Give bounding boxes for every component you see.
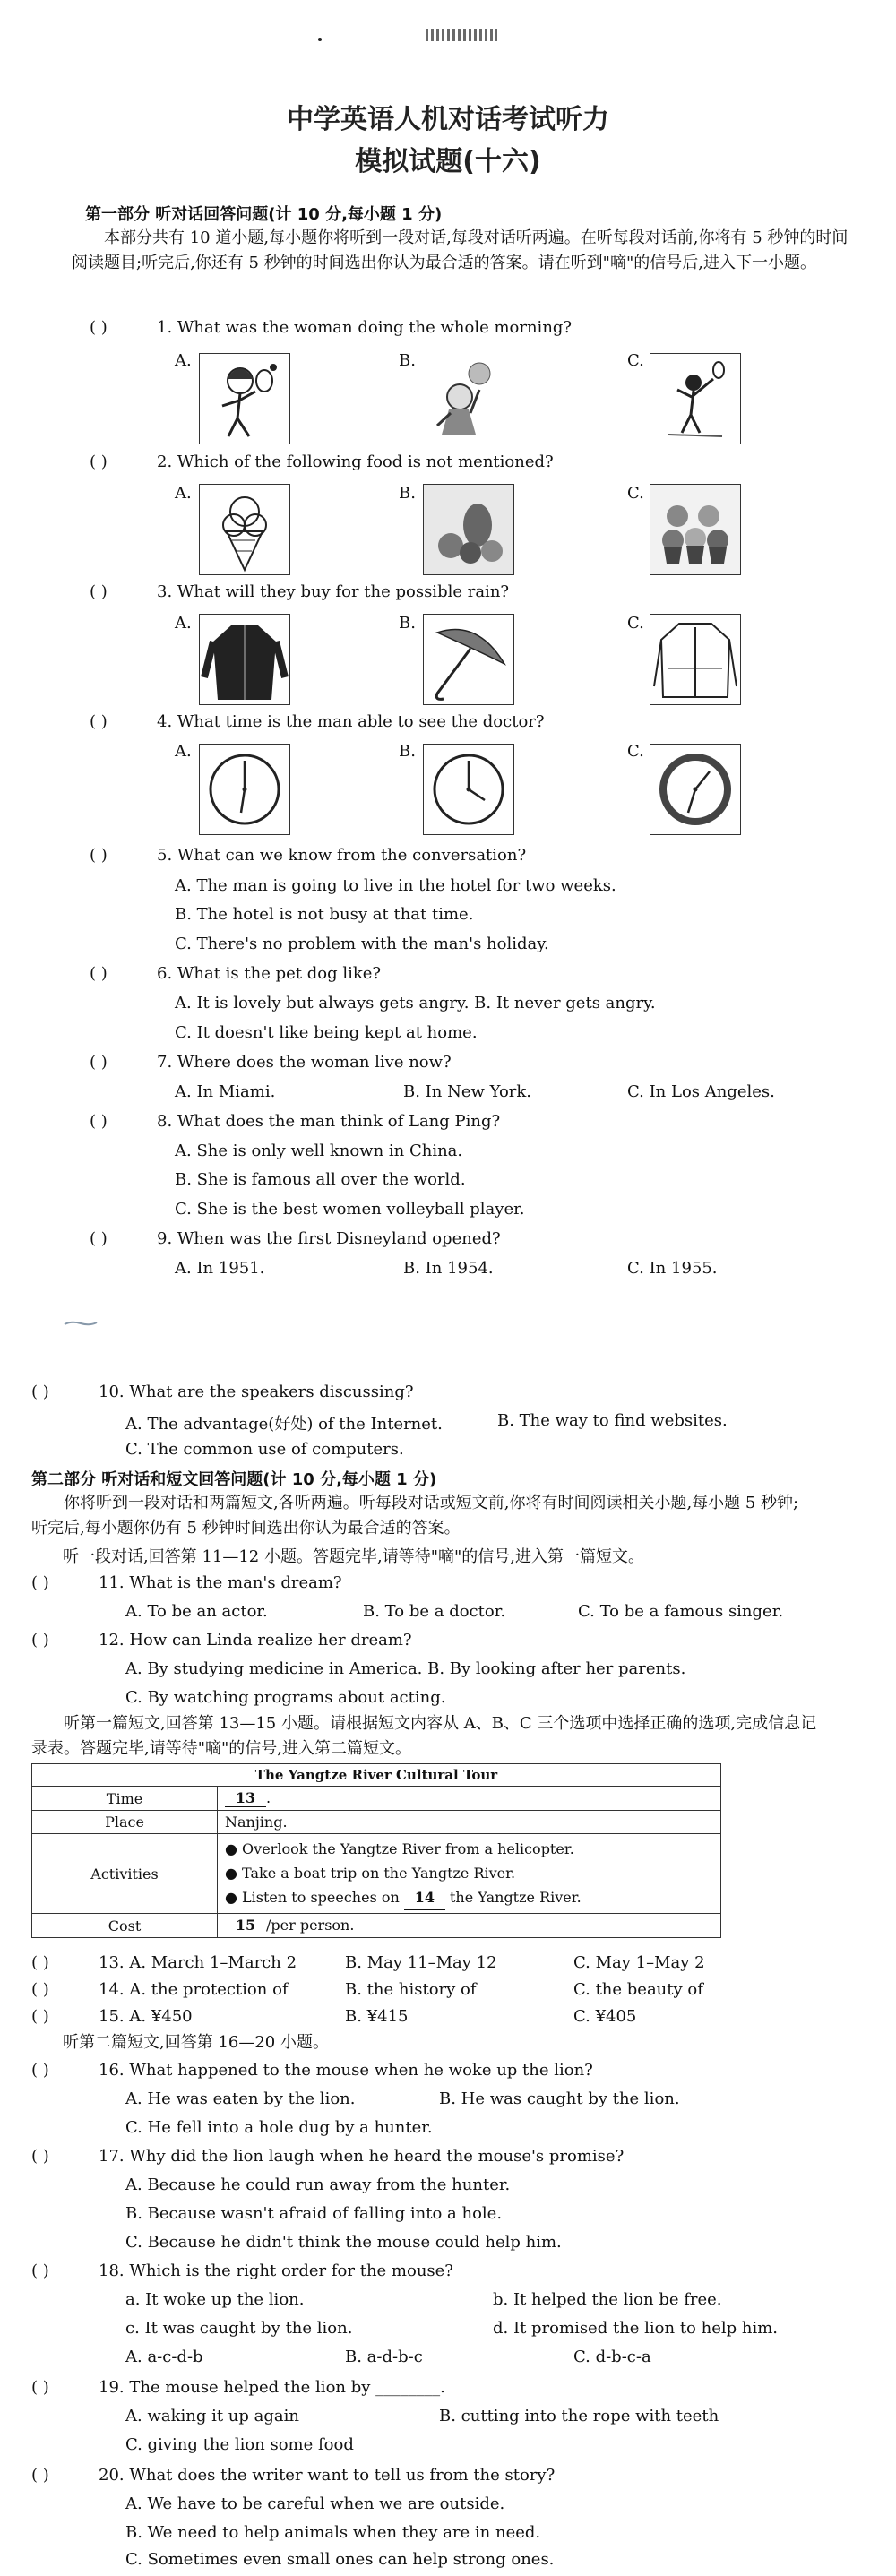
question-6: 6. What is the pet dog like? <box>157 964 382 983</box>
option-11c: C. To be a famous singer. <box>578 1602 784 1621</box>
option-7a: A. In Miami. <box>175 1082 276 1101</box>
answer-paren[interactable]: ( ) <box>31 2466 49 2485</box>
option-18-c: c. It was caught by the lion. <box>125 2319 353 2338</box>
part1-intro: 本部分共有 10 道小题,每小题你将听到一段对话,每段对话听两遍。在听每段对话前,你将有 5 秒钟的时间阅读题目;听完后,你还有 5 秒钟的时间选出你认为最合适的答案。请在听到"嘀"的信号后,进入下一小题。 <box>72 228 849 272</box>
option-18B: B. a-d-b-c <box>345 2348 423 2366</box>
answer-paren[interactable]: ( ) <box>90 846 108 865</box>
option-17c: C. Because he didn't think the mouse could help him. <box>125 2233 562 2252</box>
question-4: 4. What time is the man able to see the doctor? <box>157 712 545 731</box>
option-11a: A. To be an actor. <box>125 1602 268 1621</box>
picture-boy-volleyball[interactable] <box>423 353 514 444</box>
option-label-a: A. <box>175 484 192 503</box>
answer-paren[interactable]: ( ) <box>31 2262 49 2280</box>
part2-intro: 你将听到一段对话和两篇短文,各听两遍。听每段对话或短文前,你将有时间阅读相关小题,每小题 5 秒钟;听完后,每小题你仍有 5 秒钟时间选出你认为最合适的答案。 <box>31 1494 799 1538</box>
answer-paren[interactable]: ( ) <box>31 1980 49 1999</box>
question-1: 1. What was the woman doing the whole morning? <box>157 318 573 337</box>
picture-clock-a[interactable] <box>199 744 290 835</box>
cost-label: Cost <box>32 1914 218 1938</box>
activity-3-post: the Yangtze River. <box>449 1889 582 1906</box>
picture-girl-tennis[interactable] <box>199 353 290 444</box>
question-12: 12. How can Linda realize her dream? <box>99 1631 412 1650</box>
picture-girl-badminton[interactable] <box>650 353 741 444</box>
option-16c: C. He fell into a hole dug by a hunter. <box>125 2118 433 2137</box>
option-20a: A. We have to be careful when we are outside. <box>125 2494 505 2513</box>
option-label-b: B. <box>399 351 416 370</box>
answer-paren[interactable]: ( ) <box>90 1112 108 1131</box>
answer-paren[interactable]: ( ) <box>90 1053 108 1072</box>
option-8a: A. She is only well known in China. <box>175 1142 463 1160</box>
picture-raincoat[interactable] <box>199 614 290 705</box>
option-9a: A. In 1951. <box>175 1259 265 1278</box>
answer-paren[interactable]: ( ) <box>90 318 108 337</box>
dot-mark <box>318 38 322 41</box>
option-14c: C. the beauty of <box>573 1980 703 1999</box>
picture-umbrella[interactable] <box>423 614 514 705</box>
option-label-a: A. <box>175 351 192 370</box>
picture-fruit[interactable] <box>423 484 514 575</box>
question-2: 2. Which of the following food is not mentioned? <box>157 452 554 471</box>
option-6c: C. It doesn't like being kept at home. <box>175 1023 478 1042</box>
option-label-a: A. <box>175 742 192 761</box>
option-label-a: A. <box>175 614 192 633</box>
option-14b: B. the history of <box>345 1980 477 1999</box>
answer-paren[interactable]: ( ) <box>31 1573 49 1592</box>
option-8c: C. She is the best women volleyball player. <box>175 1200 525 1219</box>
option-7c: C. In Los Angeles. <box>627 1082 775 1101</box>
part2-heading: 第二部分 听对话和短文回答问题(计 10 分,每小题 1 分) <box>31 1470 437 1489</box>
smudge-mark <box>63 1320 99 1327</box>
option-16b: B. He was caught by the lion. <box>439 2089 680 2108</box>
option-5a: A. The man is going to live in the hotel for two weeks. <box>175 876 616 895</box>
answer-paren[interactable]: ( ) <box>90 1229 108 1248</box>
picture-clock-b[interactable] <box>423 744 514 835</box>
page-subtitle: 模拟试题(十六) <box>355 146 541 177</box>
activity-2: ● Take a boat trip on the Yangtze River. <box>225 1865 516 1882</box>
option-20b: B. We need to help animals when they are in need. <box>125 2523 541 2542</box>
activity-3-pre: ● Listen to speeches on <box>225 1889 400 1906</box>
option-label-b: B. <box>399 484 416 503</box>
answer-paren[interactable]: ( ) <box>90 452 108 471</box>
option-13c: C. May 1–May 2 <box>573 1953 705 1972</box>
option-15c: C. ¥405 <box>573 2007 637 2026</box>
question-16: 16. What happened to the mouse when he woke up the lion? <box>99 2061 593 2080</box>
option-18-d: d. It promised the lion to help him. <box>493 2319 778 2338</box>
option-19c: C. giving the lion some food <box>125 2435 354 2454</box>
question-19: 19. The mouse helped the lion by ________. <box>99 2378 445 2397</box>
question-13: 13. A. March 1–March 2 <box>99 1953 297 1972</box>
barcode-mark <box>426 29 497 41</box>
picture-cupcakes[interactable] <box>650 484 741 575</box>
option-label-c: C. <box>627 351 644 370</box>
option-15b: B. ¥415 <box>345 2007 409 2026</box>
question-17: 17. Why did the lion laugh when he heard the mouse's promise? <box>99 2147 625 2166</box>
passage1-intro: 听第一篇短文,回答第 13—15 小题。请根据短文内容从 A、B、C 三个选项中选择正确的选项,完成信息记录表。答题完毕,请等待"嘀"的信号,进入第二篇短文。 <box>31 1714 817 1758</box>
table-title: The Yangtze River Cultural Tour <box>32 1764 721 1787</box>
question-7: 7. Where does the woman live now? <box>157 1053 452 1072</box>
question-9: 9. When was the first Disneyland opened? <box>157 1229 501 1248</box>
part1-heading: 第一部分 听对话回答问题(计 10 分,每小题 1 分) <box>85 205 443 224</box>
activity-1: ● Overlook the Yangtze River from a helicopter. <box>225 1840 574 1857</box>
option-6ab: A. It is lovely but always gets angry. B. It never gets angry. <box>175 994 656 1012</box>
question-5: 5. What can we know from the conversation? <box>157 846 527 865</box>
option-9c: C. In 1955. <box>627 1259 718 1278</box>
blank-14[interactable]: 14 <box>404 1885 445 1910</box>
option-7b: B. In New York. <box>403 1082 532 1101</box>
answer-paren[interactable]: ( ) <box>31 1631 49 1650</box>
option-13b: B. May 11–May 12 <box>345 1953 497 1972</box>
blank-15[interactable]: 15 <box>225 1917 266 1934</box>
question-20: 20. What does the writer want to tell us from the story? <box>99 2466 556 2485</box>
picture-jacket[interactable] <box>650 614 741 705</box>
option-label-b: B. <box>399 614 416 633</box>
option-10c: C. The common use of computers. <box>125 1440 404 1459</box>
option-17b: B. Because wasn't afraid of falling into a hole. <box>125 2204 503 2223</box>
option-18-b: b. It helped the lion be free. <box>493 2290 722 2309</box>
answer-paren[interactable]: ( ) <box>90 582 108 601</box>
option-5c: C. There's no problem with the man's holiday. <box>175 935 549 953</box>
option-19b: B. cutting into the rope with teeth <box>439 2407 719 2425</box>
question-15: 15. A. ¥450 <box>99 2007 193 2026</box>
option-17a: A. Because he could run away from the hunter. <box>125 2175 511 2194</box>
place-value: Nanjing. <box>218 1811 721 1834</box>
picture-clock-c[interactable] <box>650 744 741 835</box>
answer-paren[interactable]: ( ) <box>31 2061 49 2080</box>
option-label-b: B. <box>399 742 416 761</box>
option-10b: B. The way to find websites. <box>497 1411 728 1430</box>
option-12c: C. By watching programs about acting. <box>125 1688 446 1707</box>
question-11: 11. What is the man's dream? <box>99 1573 342 1592</box>
option-label-c: C. <box>627 484 644 503</box>
option-label-c: C. <box>627 614 644 633</box>
option-18A: A. a-c-d-b <box>125 2348 203 2366</box>
option-11b: B. To be a doctor. <box>363 1602 506 1621</box>
option-19a: A. waking it up again <box>125 2407 299 2425</box>
answer-paren[interactable]: ( ) <box>31 2378 49 2397</box>
answer-paren[interactable]: ( ) <box>31 2147 49 2166</box>
option-10a: A. The advantage(好处) of the Internet. <box>125 1415 443 1434</box>
option-16a: A. He was eaten by the lion. <box>125 2089 356 2108</box>
blank-13[interactable]: 13 <box>225 1789 266 1807</box>
info-table: The Yangtze River Cultural Tour Time 13 . Place Nanjing. Activities ● Overlook the Yangtze River from a helicopter. ● Take a boat trip on the Yangtze River. ● Listen to speeches on 14 the Yangtze River. Cost 15 /per person. <box>31 1763 721 1938</box>
answer-paren[interactable]: ( ) <box>31 1953 49 1972</box>
question-3: 3. What will they buy for the possible rain? <box>157 582 510 601</box>
option-20c: C. Sometimes even small ones can help strong ones. <box>125 2550 555 2569</box>
activities-label: Activities <box>32 1834 218 1914</box>
cost-post: /per person. <box>266 1917 355 1934</box>
option-9b: B. In 1954. <box>403 1259 494 1278</box>
picture-ice-cream[interactable] <box>199 484 290 575</box>
option-label-c: C. <box>627 742 644 761</box>
dialog-intro: 听一段对话,回答第 11—12 小题。答题完毕,请等待"嘀"的信号,进入第一篇短文。 <box>63 1547 644 1566</box>
activity-3 <box>225 1885 713 1910</box>
option-5b: B. The hotel is not busy at that time. <box>175 905 474 924</box>
answer-paren[interactable]: ( ) <box>31 1383 49 1401</box>
question-10: 10. What are the speakers discussing? <box>99 1383 414 1401</box>
answer-paren[interactable]: ( ) <box>31 2007 49 2026</box>
option-18-a: a. It woke up the lion. <box>125 2290 305 2309</box>
passage2-intro: 听第二篇短文,回答第 16—20 小题。 <box>63 2033 329 2052</box>
place-label: Place <box>32 1811 218 1834</box>
answer-paren[interactable]: ( ) <box>90 712 108 731</box>
question-8: 8. What does the man think of Lang Ping? <box>157 1112 501 1131</box>
page-title: 中学英语人机对话考试听力 <box>287 104 609 135</box>
question-14: 14. A. the protection of <box>99 1980 289 1999</box>
time-label: Time <box>32 1787 218 1811</box>
question-18: 18. Which is the right order for the mouse? <box>99 2262 453 2280</box>
option-18C: C. d-b-c-a <box>573 2348 651 2366</box>
option-12ab: A. By studying medicine in America. B. By looking after her parents. <box>125 1659 686 1678</box>
option-8b: B. She is famous all over the world. <box>175 1170 466 1189</box>
answer-paren[interactable]: ( ) <box>90 964 108 983</box>
